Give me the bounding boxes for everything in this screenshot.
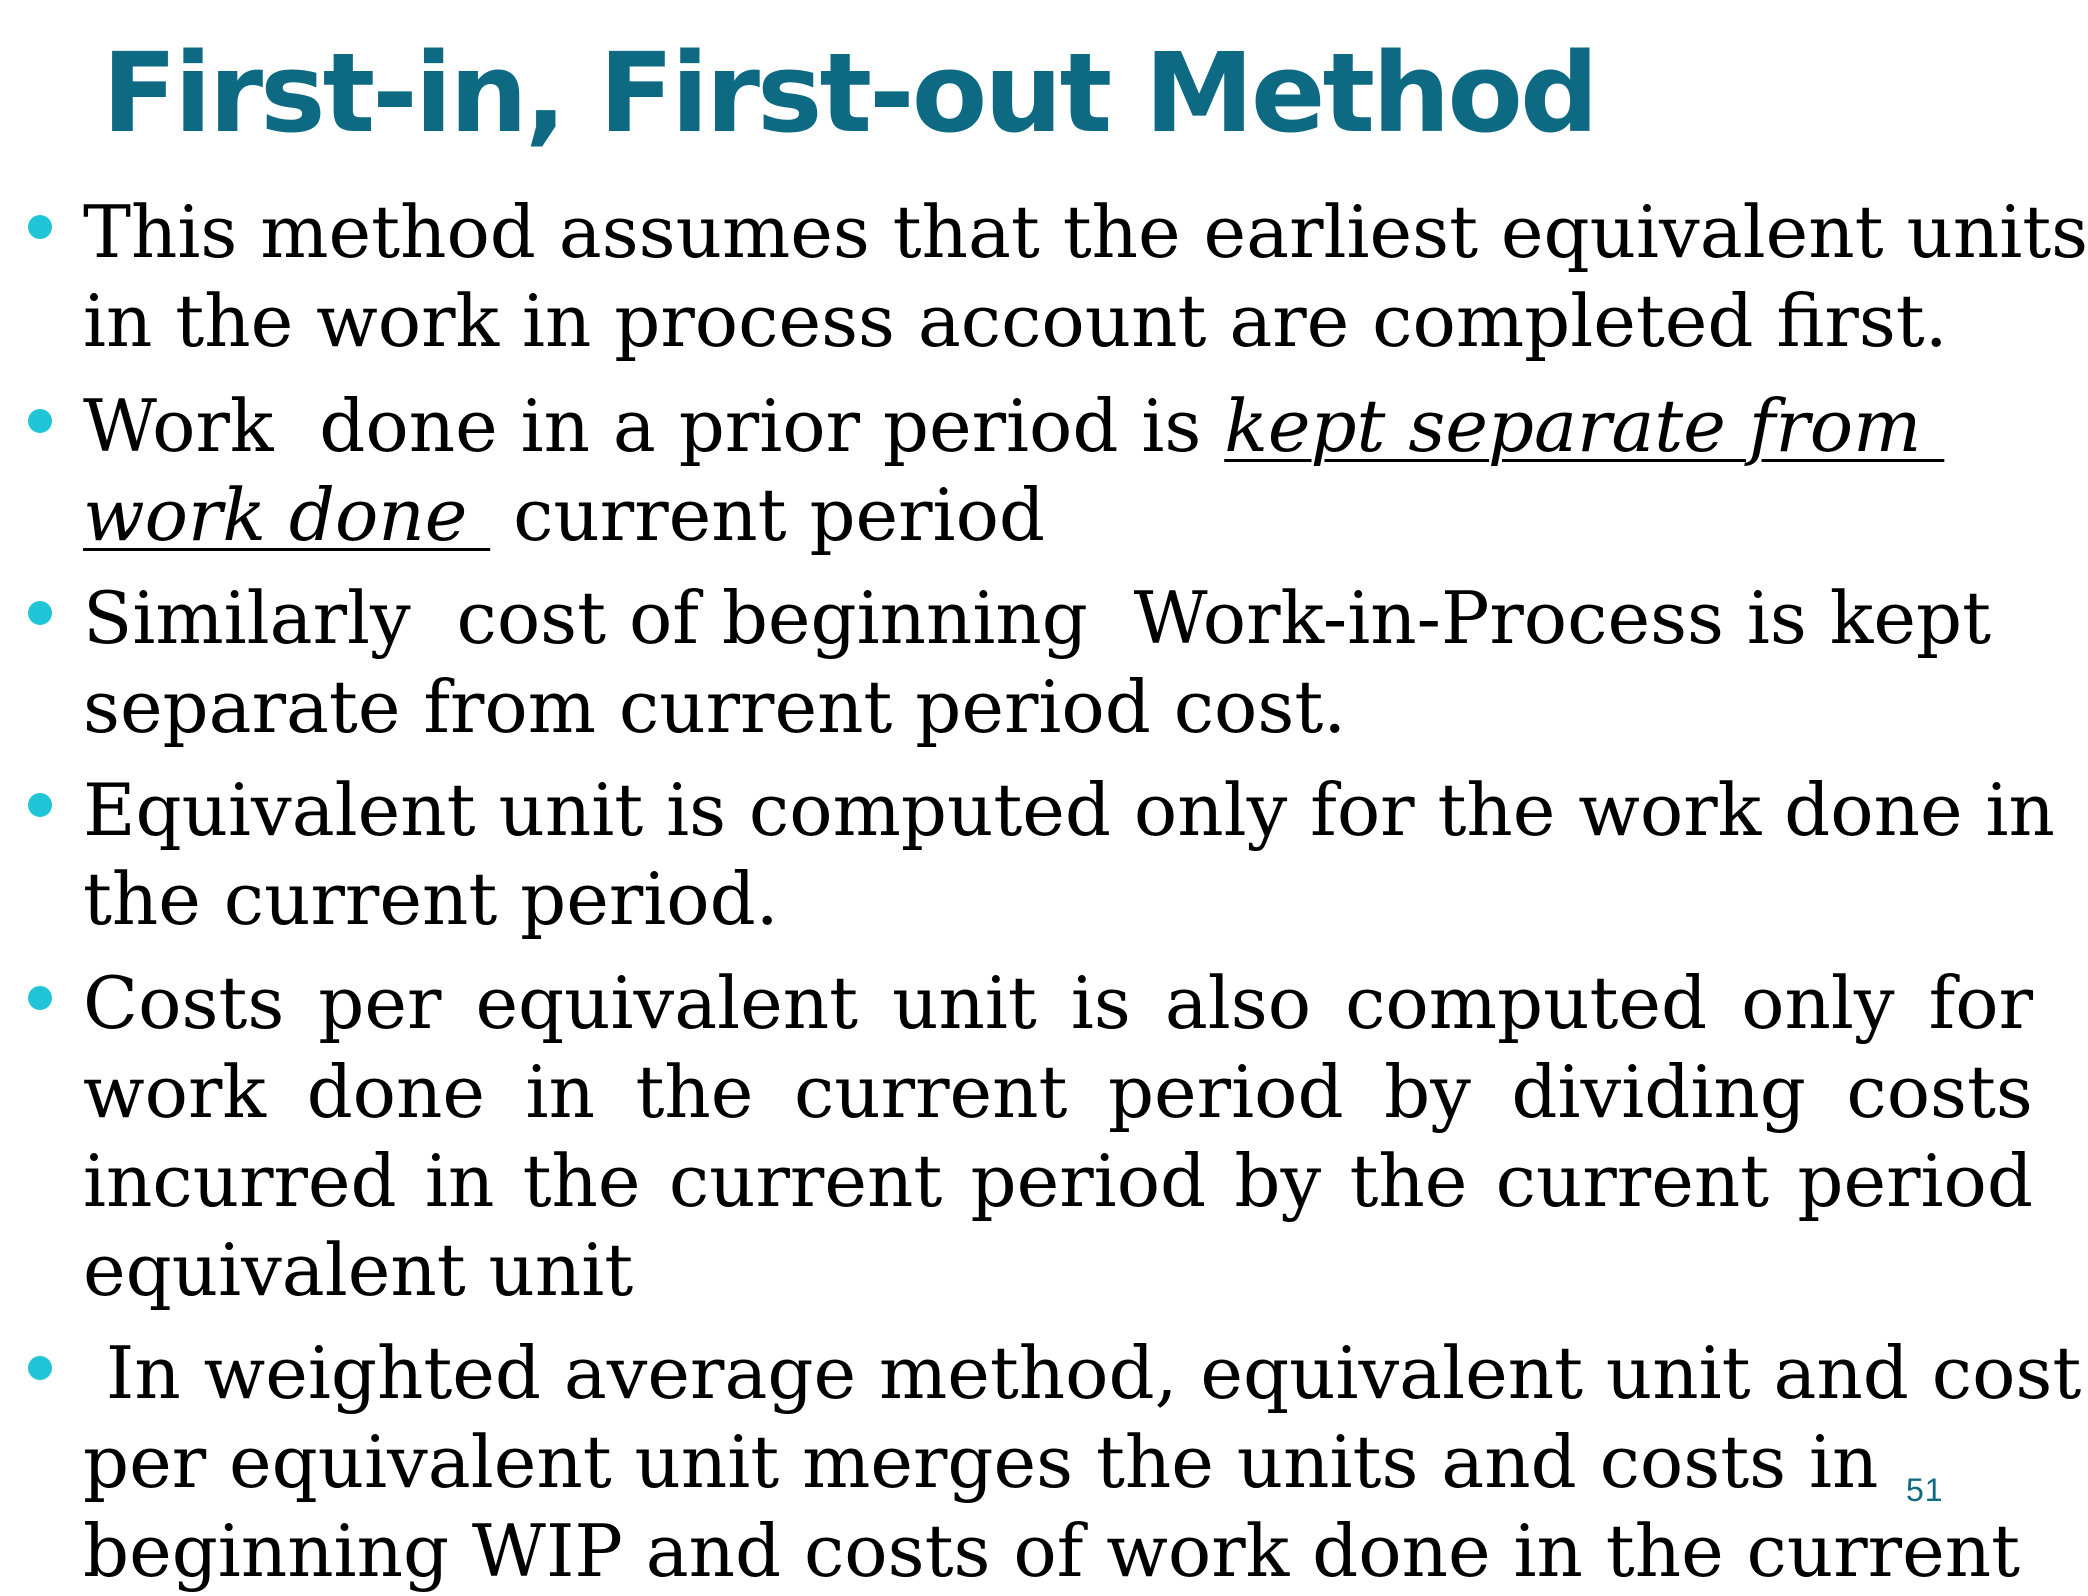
bullet-line: separate from current period cost.	[83, 665, 1347, 749]
word: is	[1070, 961, 1131, 1045]
word: period	[1797, 1139, 2033, 1223]
word: in	[525, 1050, 595, 1134]
word: also	[1164, 961, 1312, 1045]
word: dividing	[1511, 1050, 1806, 1134]
bullet-line: Equivalent unit is computed only for the work done in	[83, 768, 2055, 852]
word: only	[1741, 961, 1895, 1045]
bullet-dot	[28, 215, 52, 239]
word: by	[1384, 1050, 1471, 1134]
word: for	[1928, 961, 2033, 1045]
page-number: 51	[1906, 1472, 1944, 1508]
plain-text: current period	[490, 473, 1046, 557]
bullet-line: This method assumes that the earliest equivalent units	[83, 190, 2088, 274]
bullet-line-justified	[83, 1137, 2033, 1226]
word: period	[1107, 1050, 1344, 1134]
bullet-line: In weighted average method, equivalent unit and cost	[83, 1331, 2082, 1415]
bullet-line: the current period.	[83, 857, 779, 941]
word: in	[424, 1139, 495, 1223]
bullet-dot	[28, 1356, 52, 1380]
word: current	[1495, 1139, 1770, 1223]
slide-title: First-in, First-out Method	[102, 29, 1596, 157]
word: the	[635, 1050, 754, 1134]
bullet-text	[83, 1329, 2082, 1596]
word: the	[1349, 1139, 1468, 1223]
emphasized-text: work done	[83, 473, 491, 557]
bullet-line-justified	[83, 959, 2033, 1048]
bullet-dot	[28, 601, 52, 625]
bullet-line-justified	[83, 1048, 2033, 1137]
word: costs	[1846, 1050, 2033, 1134]
word: the	[522, 1139, 641, 1223]
bullet-text	[83, 959, 2033, 1315]
word: incurred	[83, 1139, 397, 1223]
bullet-line: per equivalent unit merges the units and costs in	[83, 1420, 1879, 1504]
bullet-text	[83, 766, 2055, 944]
emphasized-text: kept separate from	[1224, 384, 1945, 468]
word: current	[668, 1139, 943, 1223]
bullet-line: equivalent unit	[83, 1228, 634, 1312]
bullet-dot	[28, 986, 52, 1010]
bullet-line	[83, 471, 2033, 560]
word: period	[970, 1139, 1207, 1223]
word: Costs	[83, 961, 285, 1045]
word: equivalent	[475, 961, 859, 1045]
word: by	[1234, 1139, 1322, 1223]
word: per	[318, 961, 442, 1045]
bullet-line: beginning WIP and costs of work done in the current	[83, 1509, 2021, 1593]
word: done	[306, 1050, 485, 1134]
bullet-line: in the work in process account are completed first.	[83, 279, 1948, 363]
bullet-line: Similarly cost of beginning Work-in-Process is kept	[83, 576, 1991, 660]
word: current	[793, 1050, 1068, 1134]
bullet-text	[83, 574, 2033, 752]
word: computed	[1345, 961, 1708, 1045]
bullet-line	[83, 382, 2033, 471]
word: work	[83, 1050, 267, 1134]
plain-text: Work done in a prior period is	[83, 384, 1225, 468]
bullet-dot	[28, 409, 52, 433]
bullet-text	[83, 188, 2088, 366]
bullet-text	[83, 382, 2033, 560]
word: unit	[892, 961, 1037, 1045]
bullet-dot	[28, 793, 52, 817]
